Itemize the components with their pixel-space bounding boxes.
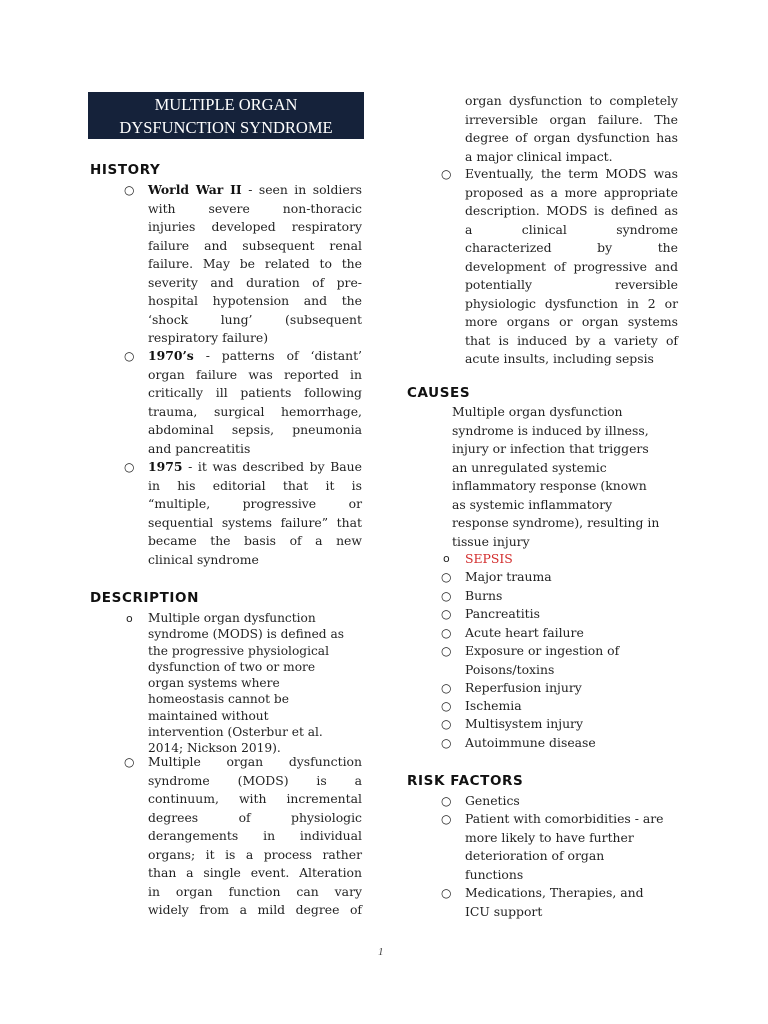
bullet-icon: ○ (124, 755, 135, 769)
bullet-icon: ○ (441, 736, 452, 750)
bullet-icon: o (443, 552, 450, 565)
bullet-icon: ○ (441, 626, 452, 640)
bullet-icon: ○ (124, 183, 135, 197)
history-lead: 1975 (148, 459, 183, 474)
bullet-icon: ○ (441, 644, 452, 658)
bullet-icon: ○ (441, 681, 452, 695)
title-line-1: MULTIPLE ORGAN (154, 95, 298, 114)
title-line-2: DYSFUNCTION SYNDROME (119, 118, 333, 137)
bullet-icon: ○ (441, 167, 452, 181)
bullet-icon: ○ (441, 717, 452, 731)
bullet-icon: ○ (441, 589, 452, 603)
bullet-icon: ○ (441, 699, 452, 713)
bullet-icon: ○ (441, 886, 452, 900)
risk-factors-heading: RISK FACTORS (407, 773, 524, 789)
bullet-icon: o (126, 612, 133, 625)
description-heading: DESCRIPTION (90, 590, 199, 606)
page-number: 1 (378, 946, 384, 958)
document-title (88, 92, 364, 139)
bullet-icon: ○ (441, 812, 452, 826)
history-lead: World War II (148, 182, 242, 197)
bullet-icon: ○ (441, 607, 452, 621)
bullet-icon: ○ (441, 570, 452, 584)
causes-heading: CAUSES (407, 385, 471, 401)
history-heading: HISTORY (90, 162, 161, 178)
bullet-icon: ○ (441, 794, 452, 808)
bullet-icon: ○ (124, 460, 135, 474)
bullet-icon: ○ (124, 349, 135, 363)
history-lead: 1970’s (148, 348, 194, 363)
